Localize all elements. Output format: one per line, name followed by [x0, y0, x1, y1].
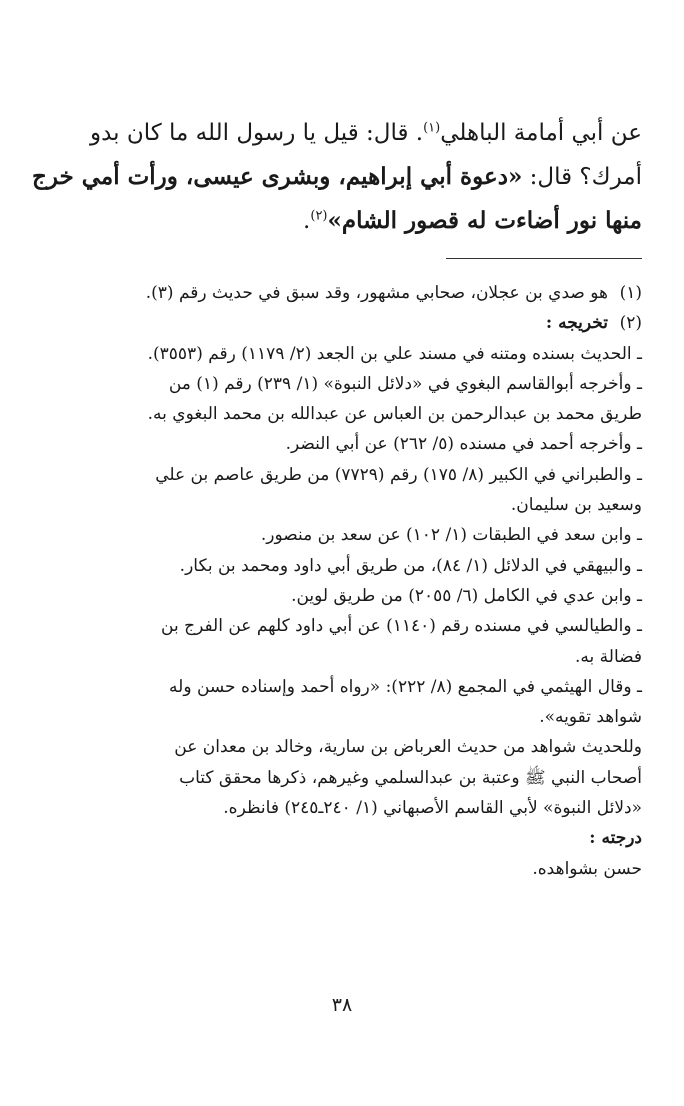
footnote-2-number: (٢) — [619, 313, 642, 334]
page-number: ٣٨ — [331, 994, 353, 1016]
footnote-ref-2: (٢) — [310, 208, 328, 224]
takhrij-line: شواهد تقويه». — [539, 707, 642, 728]
period-text: . — [303, 208, 311, 234]
grade-text: حسن بشواهده. — [532, 858, 642, 879]
takhrij-line: ـ وابن سعد في الطبقات (١/ ١٠٢) عن سعد بن منصور. — [260, 525, 642, 546]
takhrij-line: وسعيد بن سليمان. — [510, 495, 642, 516]
narrator-text: عن أبي أمامة الباهلي — [440, 120, 642, 146]
takhrij-line: ـ وأخرجه أبوالقاسم البغوي في «دلائل النبوة» (١/ ٢٣٩) رقم (١) من — [168, 373, 642, 394]
footnote-1 — [38, 278, 642, 308]
takhrij-line: «دلائل النبوة» لأبي القاسم الأصبهاني (١/ ٢٤٠ـ٢٤٥) فانظره. — [223, 798, 642, 819]
footnote-1-number: (١) — [619, 283, 642, 303]
hadith-line-1 — [38, 112, 642, 155]
takhrij-line: ـ وقال الهيثمي في المجمع (٨/ ٢٢٢): «رواه أحمد وإسناده حسن وله — [169, 676, 642, 697]
question-end-text: أمرك؟ قال: — [522, 164, 642, 190]
takhrij-line: أصحاب النبي ﷺ وعتبة بن عبدالسلمي وغيرهم، ذكرها محقق كتاب — [179, 767, 642, 788]
question-text: . قال: قيل يا رسول الله ما كان بدو — [89, 120, 424, 146]
takhrij-line: ـ وأخرجه أحمد في مسنده (٥/ ٢٦٢) عن أبي النضر. — [285, 434, 642, 455]
takhrij-line: ـ والطبراني في الكبير (٨/ ١٧٥) رقم (٧٧٢٩) من طريق عاصم بن علي — [155, 464, 642, 485]
hadith-line-3 — [38, 199, 642, 243]
takhrij-line: ـ وابن عدي في الكامل (٦/ ٢٠٥٥) من طريق لوين. — [291, 585, 642, 606]
footnote-2 — [38, 308, 642, 338]
footnotes — [38, 278, 642, 884]
prophet-answer-end-text: منها نور أضاءت له قصور الشام» — [327, 207, 642, 234]
takhrij-line: ـ والبيهقي في الدلائل (١/ ٨٤)، من طريق أبي داود ومحمد بن بكار. — [179, 555, 642, 576]
prophet-answer-text: «دعوة أبي إبراهيم، وبشرى عيسى، ورأت أمي خرج — [31, 163, 523, 190]
footnote-divider — [446, 258, 642, 259]
takhrij-line: ـ والطيالسي في مسنده رقم (١١٤٠) عن أبي داود كلهم عن الفرج بن — [161, 616, 642, 637]
hadith-text — [31, 112, 642, 243]
footnote-ref-1: (١) — [423, 120, 441, 136]
takhrij-line: فضالة به. — [575, 646, 642, 667]
takhrij-line: وللحديث شواهد من حديث العرباض بن سارية، وخالد بن معدان عن — [174, 737, 642, 758]
takhrij-line: ـ الحديث بسنده ومتنه في مسند علي بن الجعد (٢/ ١١٧٩) رقم (٣٥٥٣). — [147, 343, 642, 364]
grade-heading: درجته : — [589, 828, 642, 849]
takhrij-heading: تخريجه : — [545, 313, 608, 334]
takhrij-line: طريق محمد بن عبدالرحمن بن العباس عن عبدالله بن محمد البغوي به. — [147, 404, 642, 425]
footnote-1-text: هو صدي بن عجلان، صحابي مشهور، وقد سبق في حديث رقم (٣). — [145, 283, 608, 303]
hadith-line-2 — [31, 155, 642, 199]
